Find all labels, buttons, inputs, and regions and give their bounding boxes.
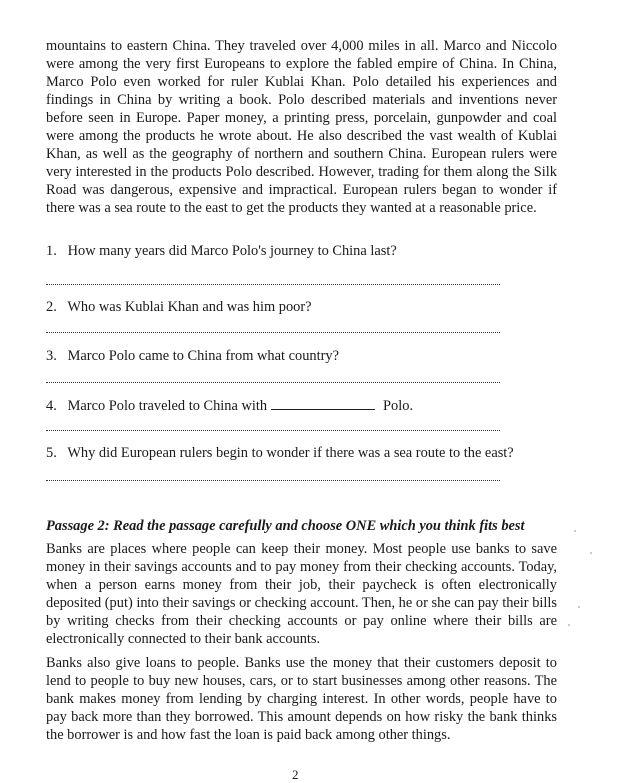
- question-number: 5.: [46, 445, 57, 461]
- question-2: [46, 298, 312, 316]
- scan-speck: [590, 552, 592, 554]
- passage-1-text: mountains to eastern China. They traveled over 4,000 miles in all. Marco and Niccolo were among the very first Europeans to explore the fabled empire of China. In China, Marco Polo even worked for ruler Kublai Khan. Polo detailed his experiences and findings in China by writing a book. Polo described materials and inventions never before seen in Europe. Paper money, a printing press, porcelain, gunpowder and coal were among the products he wrote about. He also described the vast wealth of Kublai Khan, as well as the geography of northern and southern China. European rulers were very interested in the products Polo described. However, trading for them along the Silk Road was dangerous, expensive and impractical. European rulers began to wonder if there was a sea route to the east to get the products they wanted at a reasonable price.: [46, 38, 557, 216]
- question-text-after-blank: Polo.: [383, 398, 414, 414]
- question-text: Marco Polo came to China from what country?: [67, 348, 339, 364]
- scan-speck: [574, 530, 576, 532]
- passage-2-heading: Passage 2: Read the passage carefully and choose ONE which you think fits best: [46, 518, 525, 534]
- question-number: 4.: [46, 398, 57, 414]
- answer-line-1[interactable]: [46, 284, 500, 285]
- answer-line-4[interactable]: [46, 430, 500, 431]
- scan-speck: [568, 624, 570, 626]
- question-1: [46, 242, 397, 260]
- answer-line-5[interactable]: [46, 480, 500, 481]
- question-text: Who was Kublai Khan and was him poor?: [67, 299, 312, 315]
- question-5: [46, 444, 514, 462]
- passage-2-paragraph-2: Banks also give loans to people. Banks use the money that their customers deposit to lend to people to buy new houses, cars, or to start businesses among other reasons. The bank makes money from lending by charging interest. In other words, people have to pay back more than they borrowed. This amount depends on how risky the bank thinks the borrower is and how fast the loan is paid back among other things.: [46, 655, 557, 743]
- question-3: [46, 347, 339, 365]
- question-text-before-blank: Marco Polo traveled to China with: [67, 398, 268, 414]
- answer-line-3[interactable]: [46, 382, 500, 383]
- question-number: 2.: [46, 299, 57, 315]
- page-number: 2: [292, 767, 299, 782]
- passage-2-paragraph-1: Banks are places where people can keep their money. Most people use banks to save money in their savings accounts and to pay money from their checking accounts. Today, when a person earns money from their job, their paycheck is often electronically deposited (put) into their savings or checking account. Then, he or she can pay their bills by writing checks from their checking accounts or pay online where their bills are electronically connected to their bank accounts.: [46, 541, 557, 647]
- scan-speck: [578, 606, 580, 608]
- question-4: [46, 397, 413, 415]
- question-text: How many years did Marco Polo's journey to China last?: [67, 243, 397, 259]
- question-number: 1.: [46, 243, 57, 259]
- answer-line-2[interactable]: [46, 332, 500, 333]
- question-number: 3.: [46, 348, 57, 364]
- question-text: Why did European rulers begin to wonder if there was a sea route to the east?: [67, 445, 514, 461]
- fill-in-blank[interactable]: [271, 397, 375, 410]
